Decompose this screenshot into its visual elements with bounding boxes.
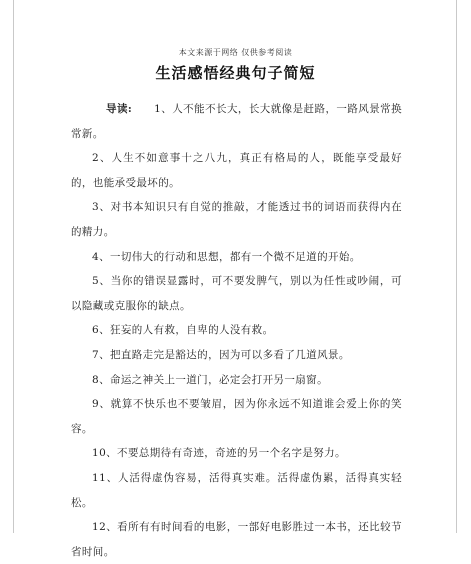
paragraph-12: 12、看所有有时间看的电影，一部好电影胜过一本书，还比较节省时间。 (71, 521, 402, 558)
document-body (71, 97, 402, 564)
paragraph-5: 5、当你的错误显露时，可不要发脾气，别以为任性或吵闹，可以隐藏或克服你的缺点。 (71, 275, 402, 312)
paragraph-8: 8、命运之神关上一道门，必定会打开另一扇窗。 (92, 373, 328, 386)
paragraph-11: 11、人活得虚伪容易，活得真实难。活得虚伪累，活得真实轻松。 (71, 471, 402, 509)
paragraph-7: 7、把直路走完是豁达的，因为可以多看了几道风景。 (92, 348, 350, 361)
paragraph-3: 3、对书本知识只有自觉的推敲，才能透过书的词语而获得内在的精力。 (71, 201, 402, 238)
paragraph-9: 9、就算不快乐也不要皱眉，因为你永远不知道谁会爱上你的笑容。 (71, 398, 402, 435)
document-title: 生活感悟经典句子简短 (155, 64, 316, 82)
paragraph-text: 1、人不能不长大，长大就像是赶路，一路风景常换常新。 (71, 103, 402, 140)
paragraph-10: 10、不要总期待有奇迹，奇迹的另一个名字是努力。 (92, 447, 346, 460)
paragraph-4: 4、一切伟大的行动和思想，都有一个微不足道的开始。 (92, 250, 361, 263)
source-note: 本文来源于网络 仅供参考阅读 (178, 48, 293, 57)
paragraph-1 (71, 97, 402, 146)
paragraph-2: 2、人生不如意事十之八九，真正有格局的人，既能享受最好的，也能承受最坏的。 (71, 152, 402, 189)
paragraph-6: 6、狂妄的人有救，自卑的人没有救。 (92, 324, 274, 337)
intro-label: 导读: (106, 103, 133, 115)
